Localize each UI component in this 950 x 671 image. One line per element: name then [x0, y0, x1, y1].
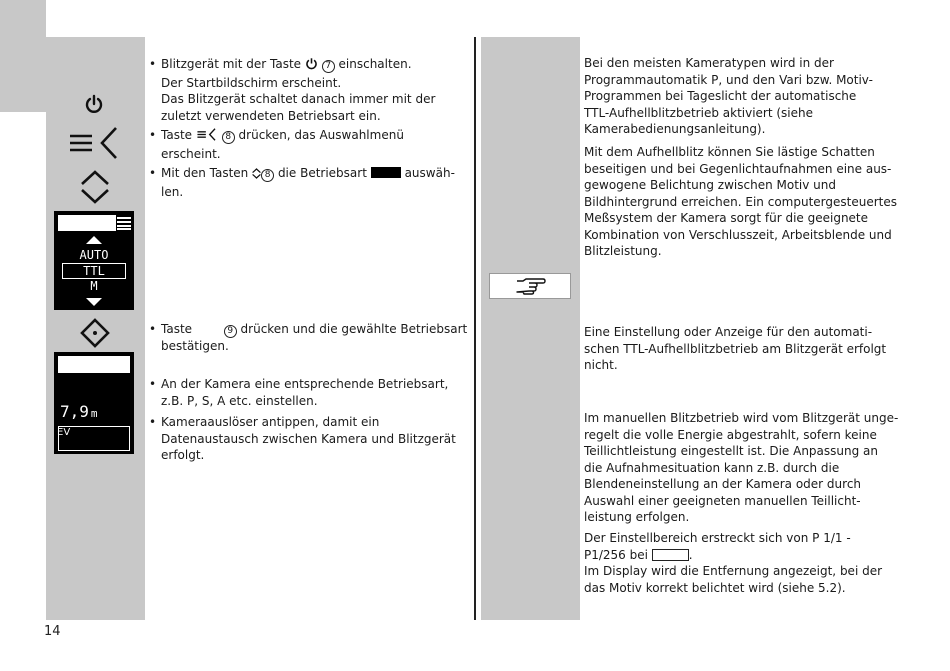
up-down-icon: [80, 170, 110, 204]
menu-back-icon: [196, 128, 218, 146]
mode-auto: AUTO: [79, 248, 109, 262]
instruction-camera-mode: An der Kamera eine entsprechende Betriebsart, z.B. P, S, A etc. einstellen.: [161, 377, 449, 408]
right-icon-column: [481, 37, 580, 620]
pointing-hand-icon: [515, 277, 547, 295]
instruction-shutter: Kameraauslöser antippen, damit ein Datenaustausch zwischen Kamera und Blitzgerät erfolgt.: [161, 415, 456, 462]
menu-back-icon: [68, 126, 122, 160]
menu-lines-icon: [117, 216, 131, 230]
instruction-power-on: Blitzgerät mit der Taste 7 einschalten. Der Startbildschirm erscheint. Das Blitzgerät schaltet danach immer mit der zuletzt verwendeten Betriebsart ein.: [161, 57, 436, 123]
instruction-select-mode: Mit den Tasten 8 die Betriebsart auswäh- len.: [161, 166, 455, 199]
distance-display: [54, 352, 134, 454]
distance-value: 7,9 m: [60, 402, 98, 421]
mode-ttl: TTL: [62, 263, 126, 279]
instruction-menu: Taste 8 drücken, das Auswahlmenü erscheint.: [161, 128, 404, 161]
bullet-marker: •: [149, 57, 157, 71]
page-number: 14: [44, 624, 61, 639]
paragraph-auto-fill-flash: Bei den meisten Kameratypen wird in der Programmautomatik P, und den Vari bzw. Motiv- Programmen bei Tageslicht der automatische TTL-Aufhellblitzbetrieb aktiviert (siehe Kamerabedienungsanleitung).: [584, 56, 873, 136]
mode-placeholder-box: [371, 167, 401, 178]
paragraph-display-distance: Im Display wird die Entfernung angezeigt, bei der das Motiv korrekt belichtet wird (siehe 5.2).: [584, 564, 883, 595]
ev-label: EV: [57, 427, 71, 438]
arrow-down-icon: [86, 298, 102, 306]
bullet-marker: •: [149, 377, 157, 391]
paragraph-setting-range: Der Einstellbereich erstreckt sich von P 1/1 - P1/256 bei .: [584, 531, 851, 562]
mode-selection-display: [54, 211, 134, 310]
paragraph-manual-flash: Im manuellen Blitzbetrieb wird vom Blitzgerät unge- regelt die volle Energie abgestrahlt, sofern keine Teillichtleistung eingestellt ist. Die Anpassung an die Aufnahmesituation kann z.B. durch die Blendeneinstellung an der Kamera oder durch Auswahl einer geeigneten manuellen Teillicht- leistung erfolgen.: [584, 411, 899, 524]
instruction-confirm: Taste 9 drücken und die gewählte Betriebsart bestätigen.: [161, 322, 468, 353]
confirm-button-icon: [80, 318, 110, 348]
mode-m: M: [90, 279, 98, 293]
bullet-marker: •: [149, 415, 157, 429]
bullet-marker: •: [149, 322, 157, 336]
bullet-marker: •: [149, 128, 157, 142]
bullet-marker: •: [149, 166, 157, 180]
paragraph-note: Eine Einstellung oder Anzeige für den automati- schen TTL-Aufhellblitzbetrieb am Blitzgerät erfolgt nicht.: [584, 325, 887, 372]
note-box: [489, 273, 571, 299]
corner-tab: [0, 0, 46, 112]
arrow-up-icon: [86, 236, 102, 244]
paragraph-fill-flash-benefit: Mit dem Aufhellblitz können Sie lästige Schatten beseitigen und bei Gegenlichtaufnahmen eine aus- gewogene Belichtung zwischen Motiv und Bildhintergrund erreichen. Ein computergesteuertes Meßsystem der Kamera sorgt für die geeignete Kombination von Verschlusszeit, Arbeitsblende und Blitzleistung.: [584, 145, 897, 258]
mode-placeholder-box: [652, 549, 689, 561]
up-down-icon: [252, 167, 261, 184]
column-divider: [474, 37, 476, 620]
power-icon: [84, 94, 104, 114]
power-icon: [305, 57, 318, 75]
